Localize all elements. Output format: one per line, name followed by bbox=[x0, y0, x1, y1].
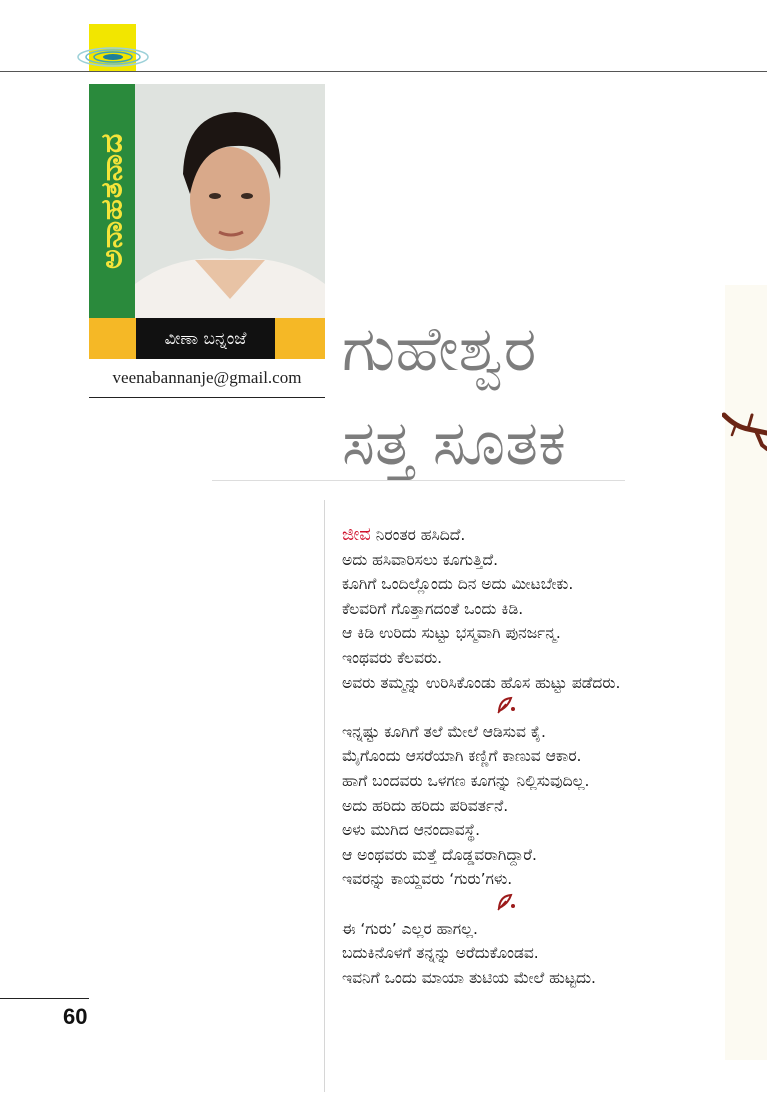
headline-line-2: ಸತ್ತ ಸೂತಕ bbox=[342, 406, 566, 479]
side-decoration-panel bbox=[725, 285, 767, 1060]
ripple-logo-icon bbox=[76, 46, 150, 68]
author-name: ವೀಣಾ ಬನ್ನಂಜೆ bbox=[136, 318, 275, 359]
branch-illustration-icon bbox=[722, 405, 767, 455]
poem-line: ಅವರು ತಮ್ಮನ್ನು ಉರಿಸಿಕೊಂಡು ಹೊಸ ಹುಟ್ಟು ಪಡೆದರು. bbox=[342, 673, 621, 692]
poem-line: ಬದುಕಿನೊಳಗೆ ತನ್ನನ್ನು ಅರೆದುಕೊಂಡವ. bbox=[342, 944, 539, 963]
author-email[interactable]: veenabannanje@gmail.com bbox=[89, 359, 325, 398]
headline-rule bbox=[212, 480, 625, 481]
poem-line bbox=[342, 523, 722, 548]
poem-lead-word: ಜೀವ bbox=[342, 524, 371, 545]
poem-line: ಆ ಅಂಥವರು ಮತ್ತೆ ದೊಡ್ಡವರಾಗಿದ್ದಾರೆ. bbox=[342, 845, 537, 864]
poem-line: ಕೂಗಿಗೆ ಒಂದಿಲ್ಲೊಂದು ದಿನ ಅದು ಮೀಟಬೇಕು. bbox=[342, 575, 574, 594]
stanza-separator bbox=[342, 892, 722, 917]
page-number: 60 bbox=[63, 1004, 88, 1029]
poem-line: ಅಳು ಮುಗಿದ ಆನಂದಾವಸ್ಥೆ. bbox=[342, 821, 481, 840]
poem-body bbox=[342, 523, 722, 990]
poem-line: ಈ ‘ಗುರು’ ಎಲ್ಲರ ಹಾಗಲ್ಲ. bbox=[342, 919, 478, 938]
column-title: ಅನಾಹತನಾದ bbox=[94, 132, 130, 270]
poem-line: ಹಾಗೆ ಬಂದವರು ಒಳಗಣ ಕೂಗನ್ನು ನಿಲ್ಲಿಸುವುದಿಲ್ಲ. bbox=[342, 771, 590, 790]
author-portrait-icon bbox=[135, 84, 325, 318]
article-headline bbox=[342, 302, 672, 490]
column-divider bbox=[324, 500, 325, 1092]
poem-line: ಇವರನ್ನು ಕಾಯ್ದವರು ‘ಗುರು’ಗಳು. bbox=[342, 870, 513, 889]
poem-line: ಆ ಕಿಡಿ ಉರಿದು ಸುಟ್ಟು ಭಸ್ಮವಾಗಿ ಪುನರ್ಜನ್ಮ. bbox=[342, 624, 561, 643]
leaf-ornament-icon bbox=[496, 695, 518, 715]
leaf-ornament-icon bbox=[496, 892, 518, 912]
poem-line: ಮೈಗೊಂದು ಆಸರೆಯಾಗಿ ಕಣ್ಣಿಗೆ ಕಾಣುವ ಆಕಾರ. bbox=[342, 747, 582, 766]
poem-line: ಇಂಥವರು ಕೆಲವರು. bbox=[342, 648, 443, 667]
stanza-separator bbox=[342, 695, 722, 720]
poem-line: ಅದು ಹರಿದು ಹರಿದು ಪರಿವರ್ತನೆ. bbox=[342, 796, 509, 815]
poem-line-text: ನಿರಂತರ ಹಸಿದಿದೆ. bbox=[370, 526, 466, 544]
header-rule bbox=[0, 71, 767, 72]
headline-line-1: ಗುಹೇಶ್ವರ bbox=[342, 312, 537, 385]
poem-line: ಇನ್ನಷ್ಟು ಕೂಗಿಗೆ ತಲೆ ಮೇಲೆ ಆಡಿಸುವ ಕೈ. bbox=[342, 722, 546, 741]
page-number-rule bbox=[0, 998, 89, 999]
poem-line: ಅದು ಹಸಿವಾರಿಸಲು ಕೂಗುತ್ತಿದೆ. bbox=[342, 550, 499, 569]
poem-line: ಕೆಲವರಿಗೆ ಗೊತ್ತಾಗದಂತೆ ಒಂದು ಕಿಡಿ. bbox=[342, 599, 524, 618]
poem-line: ಇವನಿಗೆ ಒಂದು ಮಾಯಾ ತುಟಿಯ ಮೇಲೆ ಹುಟ್ಟದು. bbox=[342, 968, 596, 987]
author-photo bbox=[135, 84, 325, 318]
